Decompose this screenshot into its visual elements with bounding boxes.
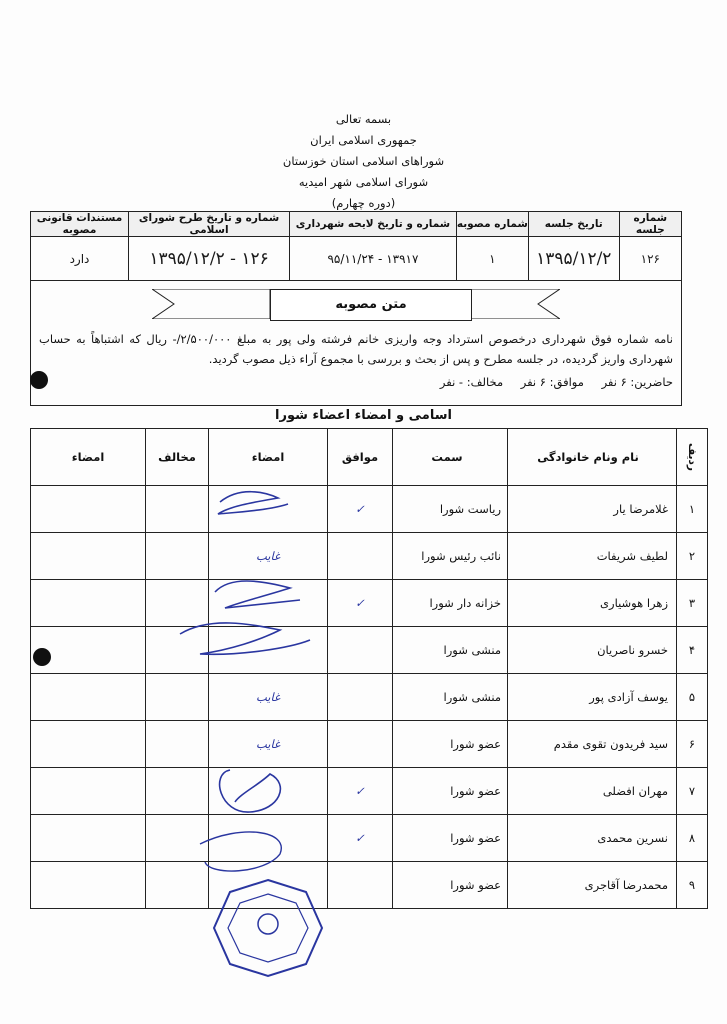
header-legal-docs: مستندات قانونی مصوبه bbox=[31, 212, 129, 237]
member-signature-2 bbox=[31, 533, 146, 580]
value-resolution-no: ۱ bbox=[456, 237, 528, 281]
resolution-title-banner bbox=[152, 289, 560, 319]
member-signature-2 bbox=[31, 862, 146, 909]
header-province-councils: شوراهای اسلامی استان خوزستان bbox=[282, 154, 445, 168]
member-signature-2 bbox=[31, 815, 146, 862]
member-name: غلامرضا یار bbox=[508, 486, 677, 533]
value-legal-docs: دارد bbox=[31, 237, 129, 281]
session-info-header-row bbox=[31, 212, 682, 237]
member-agree-mark bbox=[328, 627, 393, 674]
member-agree-mark: ✓ bbox=[328, 580, 393, 627]
member-signature: غایب bbox=[209, 533, 328, 580]
member-signature-2 bbox=[31, 674, 146, 721]
member-signature-2 bbox=[31, 721, 146, 768]
member-agree-mark bbox=[328, 862, 393, 909]
member-row bbox=[31, 627, 708, 674]
member-row-index: ۸ bbox=[677, 815, 708, 862]
member-role: منشی شورا bbox=[393, 627, 508, 674]
member-name: نسرین محمدی bbox=[508, 815, 677, 862]
value-session-date: ۱۳۹۵/۱۲/۲ bbox=[528, 237, 619, 281]
count-oppose: مخالف: - نفر bbox=[439, 375, 504, 389]
header-signature: امضاء bbox=[209, 429, 328, 486]
member-row-index: ۹ bbox=[677, 862, 708, 909]
member-role: عضو شورا bbox=[393, 768, 508, 815]
vote-counts bbox=[426, 375, 673, 389]
count-present: حاضرین: ۶ نفر bbox=[601, 375, 673, 389]
member-signature-2 bbox=[31, 580, 146, 627]
member-row bbox=[31, 486, 708, 533]
member-row-index: ۱ bbox=[677, 486, 708, 533]
member-row-index: ۲ bbox=[677, 533, 708, 580]
session-info-table bbox=[30, 211, 682, 281]
member-agree-mark: ✓ bbox=[328, 486, 393, 533]
resolution-text: نامه شماره فوق شهرداری درخصوص استرداد وجه واریزی خانم فرشته ولی پور به مبلغ ۲/۵۰۰/۰۰۰/- ریال که اشتباهاً به حساب شهرداری واریز گردیده، در جلسه مطرح و پس از بحث و بررسی با مجموع آراء ذیل مصوب گردید. bbox=[39, 332, 674, 366]
resolution-box bbox=[30, 277, 682, 406]
member-name: خسرو ناصریان bbox=[508, 627, 677, 674]
member-row bbox=[31, 768, 708, 815]
member-row bbox=[31, 721, 708, 768]
member-signature: غایب bbox=[209, 674, 328, 721]
resolution-title: متن مصوبه bbox=[270, 289, 472, 321]
header-oppose: مخالف bbox=[146, 429, 209, 486]
member-role: خزانه دار شورا bbox=[393, 580, 508, 627]
member-agree-mark bbox=[328, 674, 393, 721]
member-signature: غایب bbox=[209, 721, 328, 768]
session-info-value-row bbox=[31, 237, 682, 281]
member-row bbox=[31, 533, 708, 580]
header-session-date: تاریخ جلسه bbox=[528, 212, 619, 237]
member-role: عضو شورا bbox=[393, 862, 508, 909]
member-name: یوسف آزادی پور bbox=[508, 674, 677, 721]
member-row bbox=[31, 862, 708, 909]
value-plan-no-date: ۱۲۶ - ۱۳۹۵/۱۲/۲ bbox=[128, 237, 289, 281]
member-row-index: ۳ bbox=[677, 580, 708, 627]
stamp-seal-icon bbox=[212, 878, 324, 978]
header-full-name: نام ونام خانوادگی bbox=[508, 429, 677, 486]
members-table bbox=[30, 428, 708, 909]
count-agree: موافق: ۶ نفر bbox=[520, 375, 584, 389]
header-agree: موافق bbox=[328, 429, 393, 486]
member-row bbox=[31, 580, 708, 627]
punch-hole-top bbox=[30, 371, 48, 389]
member-role: ریاست شورا bbox=[393, 486, 508, 533]
header-resolution-no: شماره مصوبه bbox=[456, 212, 528, 237]
member-role: نائب رئیس شورا bbox=[393, 533, 508, 580]
member-row-index: ۴ bbox=[677, 627, 708, 674]
members-header-row bbox=[31, 429, 708, 486]
member-role: عضو شورا bbox=[393, 815, 508, 862]
member-role: عضو شورا bbox=[393, 721, 508, 768]
value-bill-no-date: ۱۳۹۱۷ - ۹۵/۱۱/۲۴ bbox=[290, 237, 457, 281]
member-name: زهرا هوشیاری bbox=[508, 580, 677, 627]
member-signature-2 bbox=[31, 486, 146, 533]
signature-scribbles bbox=[170, 484, 320, 884]
member-name: لطیف شریفات bbox=[508, 533, 677, 580]
member-row-index: ۶ bbox=[677, 721, 708, 768]
member-role: منشی شورا bbox=[393, 674, 508, 721]
member-name: مهران افضلی bbox=[508, 768, 677, 815]
header-session-no: شماره جلسه bbox=[619, 212, 681, 237]
header-term: (دوره چهارم) bbox=[331, 196, 396, 210]
header-role: سمت bbox=[393, 429, 508, 486]
header-city-council: شورای اسلامی شهر امیدیه bbox=[298, 175, 429, 189]
member-row bbox=[31, 674, 708, 721]
value-session-no: ۱۲۶ bbox=[619, 237, 681, 281]
header-basmala: بسمه تعالی bbox=[335, 112, 392, 126]
header-bill-no-date: شماره و تاریخ لایحه شهرداری bbox=[290, 212, 457, 237]
member-signature-2 bbox=[31, 768, 146, 815]
member-agree-mark: ✓ bbox=[328, 815, 393, 862]
member-row-index: ۵ bbox=[677, 674, 708, 721]
member-agree-mark bbox=[328, 721, 393, 768]
header-republic: جمهوری اسلامی ایران bbox=[310, 133, 417, 147]
document-header bbox=[0, 108, 727, 213]
punch-hole-bottom bbox=[33, 648, 51, 666]
member-name: سید فریدون تقوی مقدم bbox=[508, 721, 677, 768]
member-name: محمدرضا آقاجری bbox=[508, 862, 677, 909]
member-agree-mark: ✓ bbox=[328, 768, 393, 815]
member-agree-mark bbox=[328, 533, 393, 580]
members-heading: اسامی و امضاء اعضاء شورا bbox=[275, 408, 452, 423]
header-signature-2: امضاء bbox=[31, 429, 146, 486]
member-row-index: ۷ bbox=[677, 768, 708, 815]
header-plan-no-date: شماره و تاریخ طرح شورای اسلامی bbox=[128, 212, 289, 237]
member-rows bbox=[31, 486, 708, 909]
council-stamp bbox=[212, 878, 324, 978]
member-row bbox=[31, 815, 708, 862]
header-row-index: ردیف bbox=[677, 429, 708, 486]
